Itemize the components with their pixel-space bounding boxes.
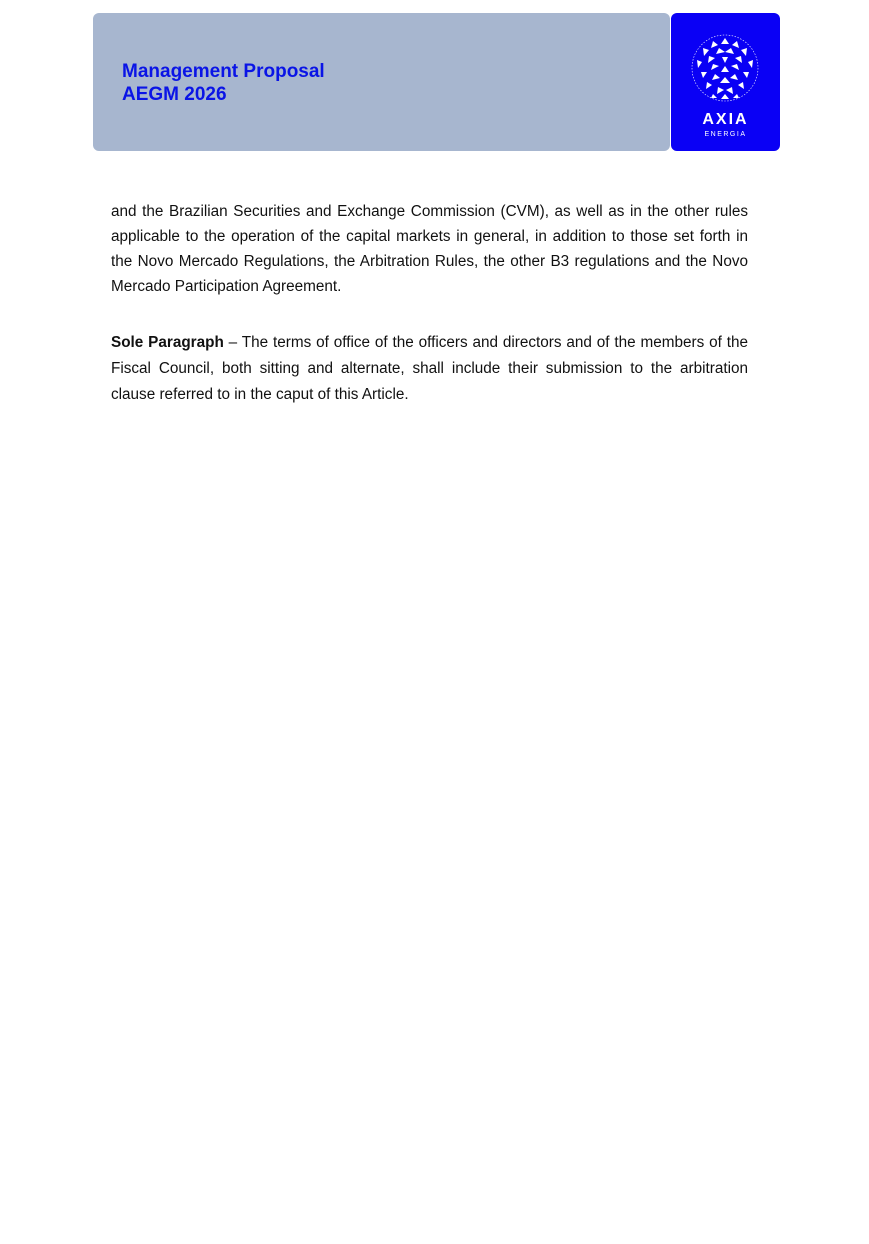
title-line-1: Management Proposal	[122, 61, 325, 82]
logo-subtitle: ENERGIA	[704, 131, 747, 138]
paragraph-2-lead: Sole Paragraph	[111, 334, 224, 351]
company-logo	[671, 13, 780, 151]
paragraph-2	[111, 330, 748, 408]
title-line-2: AEGM 2026	[122, 84, 227, 105]
paragraph-2-text: – The terms of office of the officers and directors and of the members of the Fiscal Council, both sitting and alternate, shall include their submission to the arbitration clause referred to in the caput of this Article.	[111, 334, 748, 403]
header-band	[93, 13, 670, 151]
page-title	[122, 60, 325, 106]
paragraph-1: and the Brazilian Securities and Exchange Commission (CVM), as well as in the other rules applicable to the operation of the capital markets in general, in addition to those set forth in the Novo Mercado Regulations, the Arbitration Rules, the other B3 regulations and the Novo Mercado Participation Agreement.	[111, 203, 748, 295]
globe-icon	[689, 32, 761, 104]
document-body	[111, 199, 748, 408]
logo-wordmark: AXIA	[702, 111, 749, 128]
